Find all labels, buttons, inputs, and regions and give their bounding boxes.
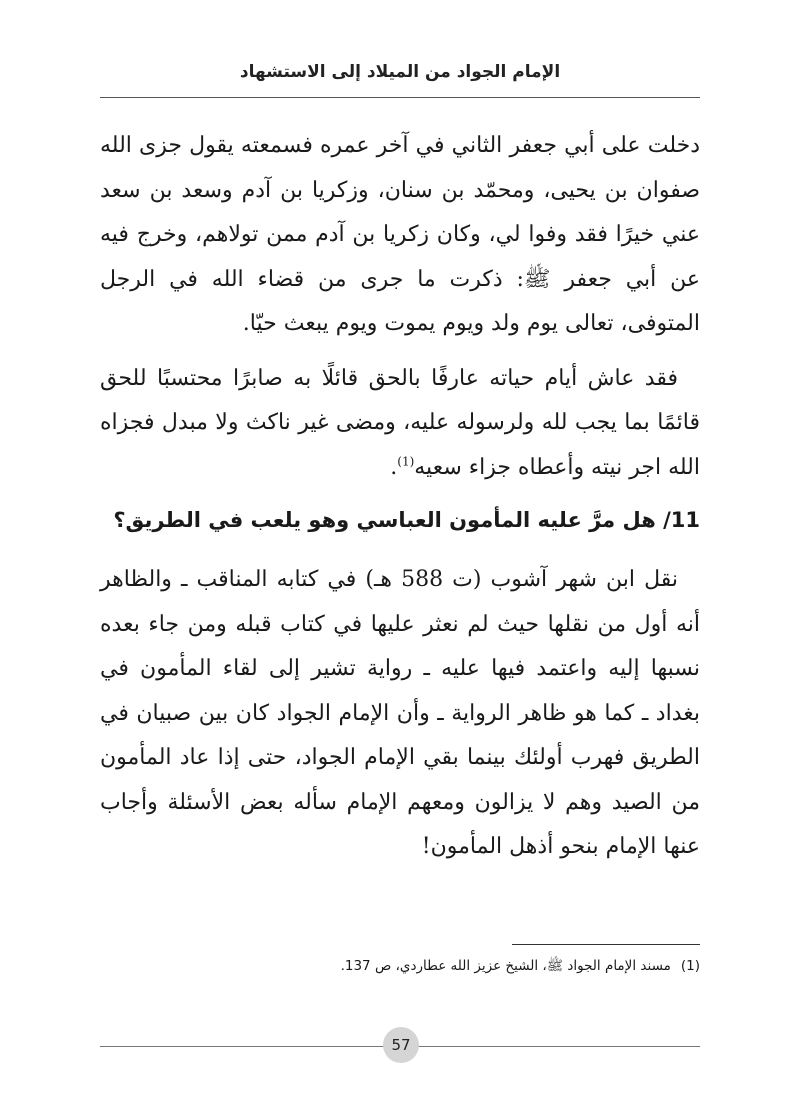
- footnote: [100, 956, 700, 976]
- paragraph-3: نقل ابن شهر آشوب (ت 588 هـ) في كتابه المناقب ـ والظاهر أنه أول من نقلها حيث لم نعثر عليها في كتاب قبله ومن جاء بعده نسبها إليه واعتمد فيها عليه ـ رواية تشير إلى لقاء المأمون في بغداد ـ كما هو ظاهر الرواية ـ وأن الإمام الجواد كان بين صبيان في الطريق فهرب أولئك بينما بقي الإمام الجواد، حتى إذا عاد المأمون من الصيد وهم لا يزالون ومعهم الإمام سأله بعض الأسئلة وأجاب عنها الإمام بنحو أذهل المأمون!: [100, 567, 700, 859]
- section-heading: 11/ هل مرَّ عليه المأمون العباسي وهو يلعب في الطريق؟: [113, 508, 700, 532]
- footnote-number: (1): [680, 958, 700, 974]
- footnote-reference: (1): [397, 454, 415, 469]
- paragraph-2-text: فقد عاش أيام حياته عارفًا بالحق قائلًا به صابرًا محتسبًا للحق قائمًا بما يجب لله ولرسوله عليه، ومضى غير ناكث ولا مبدل فجزاه الله اجر نيته وأعطاه جزاء سعيه: [100, 365, 700, 480]
- paragraph-1: دخلت على أبي جعفر الثاني في آخر عمره فسمعته يقول جزى الله صفوان بن يحيى، ومحمّد بن سنان، وزكريا بن آدم وسعد بن سعد عني خيرًا فقد وفوا لي، وكان زكريا بن آدم ممن تولاهم، وخرج فيه عن أبي جعفر ﷺ: ذكرت ما جرى من قضاء الله في الرجل المتوفى، تعالى يوم ولد ويوم يموت ويوم يبعث حيّا.: [100, 133, 700, 336]
- paragraph-2: [100, 357, 700, 491]
- footer-rule-right: [416, 1046, 700, 1047]
- footer-rule-left: [100, 1046, 384, 1047]
- footnote-rule: [512, 944, 700, 945]
- footnote-text: مسند الإمام الجواد ﷺ، الشيخ عزيز الله عطاردي، ص 137.: [340, 958, 671, 974]
- page-number: 57: [383, 1027, 419, 1063]
- header-rule: [100, 97, 700, 98]
- body-text: [100, 124, 700, 870]
- running-head: الإمام الجواد من الميلاد إلى الاستشهاد: [239, 62, 561, 82]
- paragraph-2-end: .: [390, 454, 398, 480]
